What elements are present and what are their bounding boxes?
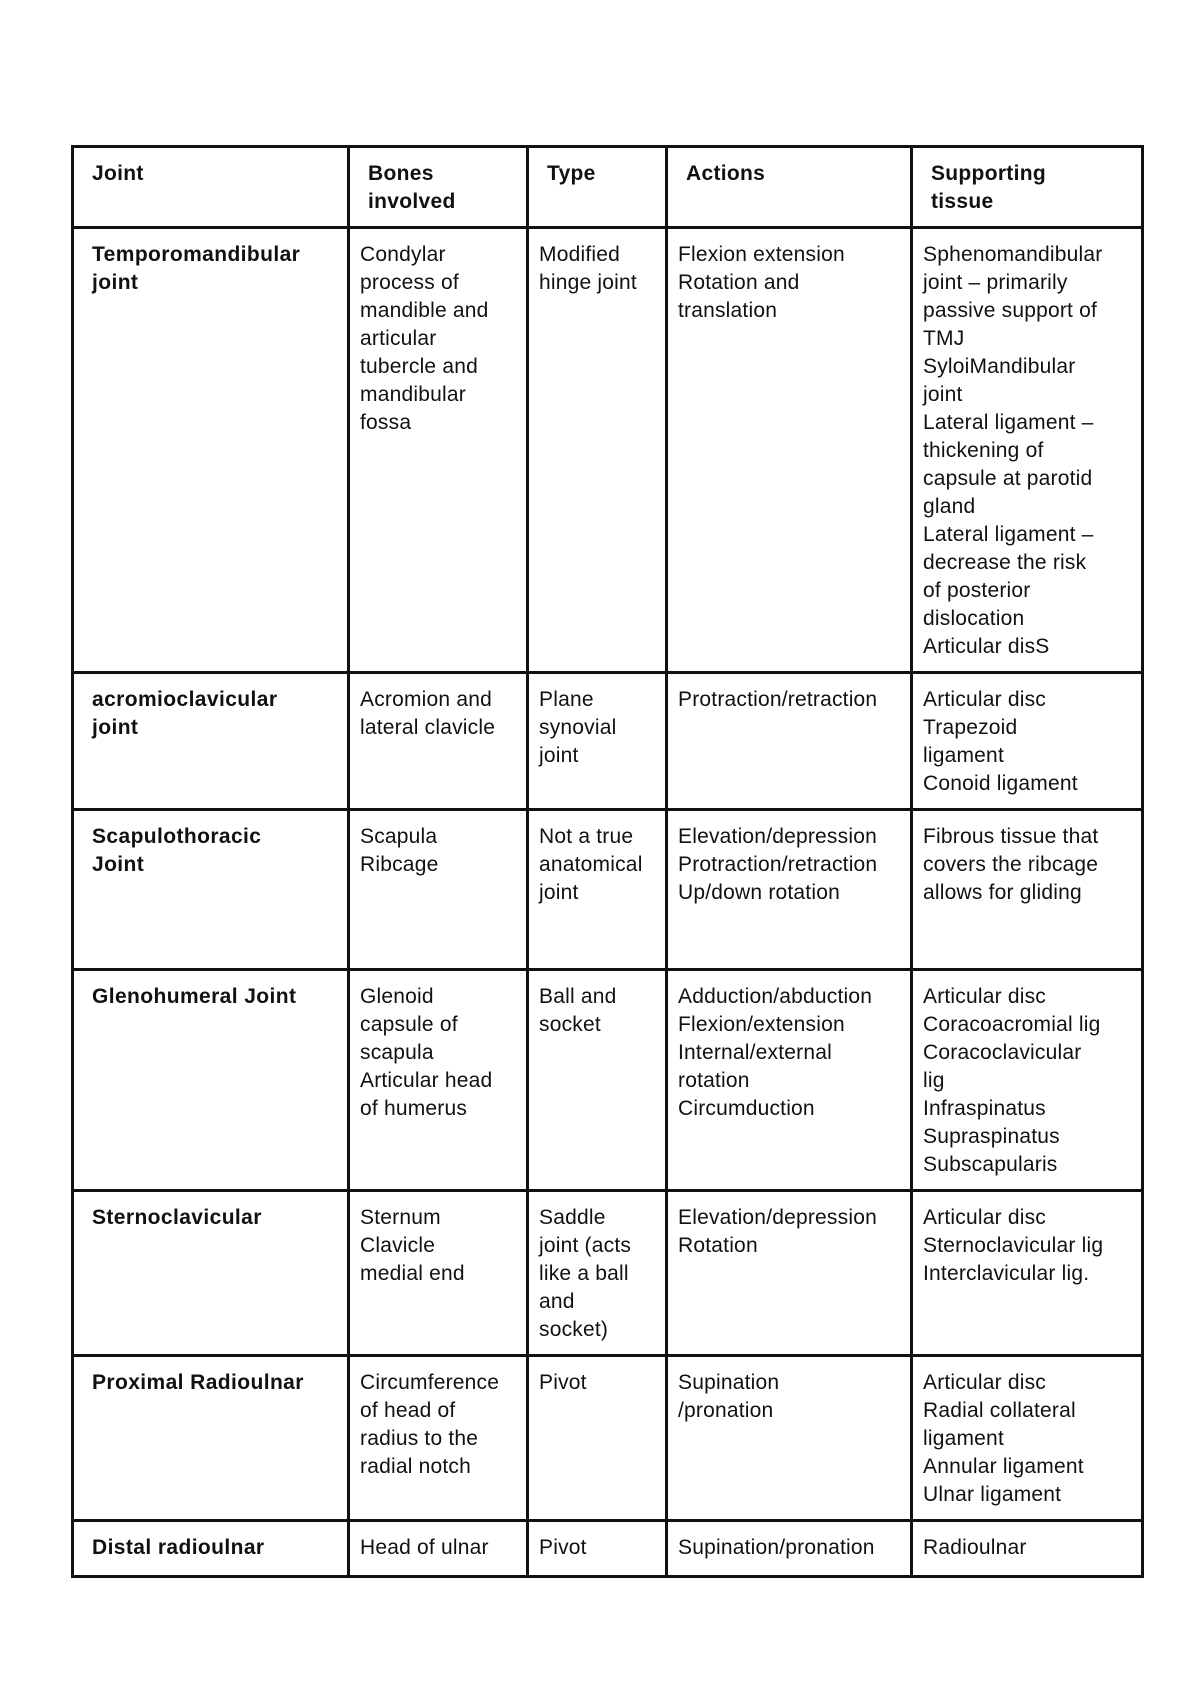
cell-line: covers the ribcage: [923, 853, 1099, 876]
cell-line: joint: [539, 744, 579, 767]
cell-line: Subscapularis: [923, 1153, 1058, 1176]
cell-actions: [667, 810, 912, 970]
cell-line: lateral clavicle: [360, 716, 496, 739]
cell-line: Rotation and: [678, 271, 800, 294]
cell-joint: [73, 228, 349, 673]
cell-line: Articular disc: [923, 1371, 1046, 1394]
cell-line: Fibrous tissue that: [923, 825, 1099, 848]
cell-line: Circumduction: [678, 1097, 815, 1120]
cell-line: scapula: [360, 1041, 434, 1064]
cell-line: Flexion/extension: [678, 1013, 845, 1036]
cell-supporting-tissue: [912, 673, 1143, 810]
cell-line: decrease the risk: [923, 551, 1087, 574]
cell-line: Glenohumeral Joint: [92, 985, 297, 1008]
cell-line: Articular disc: [923, 1206, 1046, 1229]
cell-line: fossa: [360, 411, 412, 434]
cell-line: capsule at parotid: [923, 467, 1093, 490]
cell-line: joint: [539, 881, 579, 904]
cell-line: joint (acts: [539, 1234, 632, 1257]
cell-line: Protraction/retraction: [678, 853, 878, 876]
cell-line: Supination/pronation: [678, 1536, 875, 1559]
cell-line: Sternoclavicular lig: [923, 1234, 1104, 1257]
cell-line: Coracoclavicular: [923, 1041, 1082, 1064]
cell-line: Elevation/depression: [678, 1206, 877, 1229]
cell-line: articular: [360, 327, 437, 350]
cell-line: thickening of: [923, 439, 1044, 462]
cell-line: rotation: [678, 1069, 750, 1092]
cell-line: lig: [923, 1069, 945, 1092]
cell-type: [528, 1191, 667, 1356]
cell-bones: [349, 1521, 528, 1577]
cell-line: SyloiMandibular: [923, 355, 1076, 378]
cell-line: Adduction/abduction: [678, 985, 873, 1008]
cell-line: allows for gliding: [923, 881, 1082, 904]
cell-actions: [667, 1521, 912, 1577]
table-body: [73, 228, 1143, 1577]
cell-bones: [349, 1356, 528, 1521]
cell-bones: [349, 970, 528, 1191]
cell-line: synovial: [539, 716, 617, 739]
cell-line: Sphenomandibular: [923, 243, 1103, 266]
joints-table: [71, 145, 1144, 1578]
cell-line: joint – primarily: [923, 271, 1068, 294]
cell-actions: [667, 970, 912, 1191]
cell-actions: [667, 1356, 912, 1521]
cell-line: Rotation: [678, 1234, 758, 1257]
cell-line: mandible and: [360, 299, 489, 322]
cell-line: Lateral ligament –: [923, 523, 1094, 546]
cell-line: Plane: [539, 688, 594, 711]
cell-supporting-tissue: [912, 1191, 1143, 1356]
cell-joint: [73, 810, 349, 970]
header-actions: Actions: [667, 147, 912, 228]
cell-line: Articular disS: [923, 635, 1050, 658]
cell-joint: [73, 970, 349, 1191]
cell-line: Scapula: [360, 825, 438, 848]
cell-line: Annular ligament: [923, 1455, 1084, 1478]
cell-line: Ulnar ligament: [923, 1483, 1062, 1506]
cell-line: Scapulothoracic: [92, 825, 262, 848]
cell-line: Ribcage: [360, 853, 439, 876]
header-joint: Joint: [73, 147, 349, 228]
cell-line: Circumference: [360, 1371, 500, 1394]
table-row: [73, 673, 1143, 810]
header-type: Type: [528, 147, 667, 228]
table-row: [73, 228, 1143, 673]
cell-line: Infraspinatus: [923, 1097, 1046, 1120]
cell-joint: [73, 1356, 349, 1521]
cell-line: of posterior: [923, 579, 1031, 602]
cell-line: /pronation: [678, 1399, 774, 1422]
cell-line: mandibular: [360, 383, 466, 406]
cell-line: Trapezoid: [923, 716, 1018, 739]
cell-line: ligament: [923, 1427, 1004, 1450]
table-header-row: [73, 147, 1143, 228]
cell-type: [528, 673, 667, 810]
table-row: [73, 970, 1143, 1191]
cell-joint: [73, 1191, 349, 1356]
cell-line: Condylar: [360, 243, 446, 266]
cell-line: Not a true: [539, 825, 634, 848]
cell-line: Internal/external: [678, 1041, 832, 1064]
table-row: [73, 1521, 1143, 1577]
cell-line: Clavicle: [360, 1234, 436, 1257]
cell-line: Radioulnar: [923, 1536, 1027, 1559]
cell-line: Radial collateral: [923, 1399, 1076, 1422]
cell-line: Temporomandibular: [92, 243, 301, 266]
cell-line: translation: [678, 299, 778, 322]
cell-line: ligament: [923, 744, 1004, 767]
cell-line: Coracoacromial lig: [923, 1013, 1101, 1036]
cell-line: joint: [92, 716, 139, 739]
cell-line: tubercle and: [360, 355, 478, 378]
cell-line: Saddle: [539, 1206, 606, 1229]
cell-line: Supraspinatus: [923, 1125, 1060, 1148]
cell-type: [528, 970, 667, 1191]
cell-supporting-tissue: [912, 970, 1143, 1191]
cell-line: Pivot: [539, 1536, 587, 1559]
cell-type: [528, 810, 667, 970]
cell-line: Supination: [678, 1371, 780, 1394]
cell-line: Up/down rotation: [678, 881, 840, 904]
cell-line: Sternoclavicular: [92, 1206, 262, 1229]
cell-line: Interclavicular lig.: [923, 1262, 1090, 1285]
cell-line: Joint: [92, 853, 145, 876]
cell-bones: [349, 228, 528, 673]
cell-line: socket): [539, 1318, 609, 1341]
cell-supporting-tissue: [912, 228, 1143, 673]
cell-line: anatomical: [539, 853, 643, 876]
cell-supporting-tissue: [912, 1521, 1143, 1577]
table-row: [73, 1191, 1143, 1356]
cell-line: radius to the: [360, 1427, 479, 1450]
cell-line: of humerus: [360, 1097, 468, 1120]
cell-joint: [73, 1521, 349, 1577]
cell-joint: [73, 673, 349, 810]
cell-line: Modified: [539, 243, 620, 266]
cell-line: Lateral ligament –: [923, 411, 1094, 434]
cell-line: Glenoid: [360, 985, 434, 1008]
cell-line: process of: [360, 271, 459, 294]
cell-line: dislocation: [923, 607, 1025, 630]
cell-line: Flexion extension: [678, 243, 845, 266]
cell-type: [528, 1356, 667, 1521]
cell-supporting-tissue: [912, 810, 1143, 970]
cell-line: acromioclavicular: [92, 688, 278, 711]
cell-line: medial end: [360, 1262, 465, 1285]
cell-line: Head of ulnar: [360, 1536, 489, 1559]
cell-line: Distal radioulnar: [92, 1536, 265, 1559]
cell-line: Conoid ligament: [923, 772, 1078, 795]
cell-actions: [667, 1191, 912, 1356]
cell-line: capsule of: [360, 1013, 458, 1036]
cell-bones: [349, 810, 528, 970]
cell-line: Elevation/depression: [678, 825, 877, 848]
cell-actions: [667, 228, 912, 673]
cell-line: Articular head: [360, 1069, 493, 1092]
cell-line: like a ball: [539, 1262, 629, 1285]
cell-line: Protraction/retraction: [678, 688, 878, 711]
cell-line: Acromion and: [360, 688, 492, 711]
cell-bones: [349, 673, 528, 810]
cell-line: gland: [923, 495, 976, 518]
cell-line: joint: [92, 271, 139, 294]
cell-type: [528, 228, 667, 673]
cell-line: Articular disc: [923, 985, 1046, 1008]
header-bones-involved: Bones involved: [349, 147, 528, 228]
cell-line: passive support of: [923, 299, 1098, 322]
cell-line: TMJ: [923, 327, 965, 350]
cell-bones: [349, 1191, 528, 1356]
cell-line: Articular disc: [923, 688, 1046, 711]
cell-line: hinge joint: [539, 271, 637, 294]
cell-line: Pivot: [539, 1371, 587, 1394]
cell-supporting-tissue: [912, 1356, 1143, 1521]
cell-line: socket: [539, 1013, 601, 1036]
cell-line: joint: [923, 383, 963, 406]
cell-line: Proximal Radioulnar: [92, 1371, 304, 1394]
header-supporting-tissue: Supporting tissue: [912, 147, 1143, 228]
cell-line: Sternum: [360, 1206, 441, 1229]
cell-line: and: [539, 1290, 575, 1313]
table-row: [73, 1356, 1143, 1521]
cell-actions: [667, 673, 912, 810]
cell-type: [528, 1521, 667, 1577]
cell-line: Ball and: [539, 985, 617, 1008]
cell-line: radial notch: [360, 1455, 471, 1478]
cell-line: of head of: [360, 1399, 456, 1422]
table-row: [73, 810, 1143, 970]
